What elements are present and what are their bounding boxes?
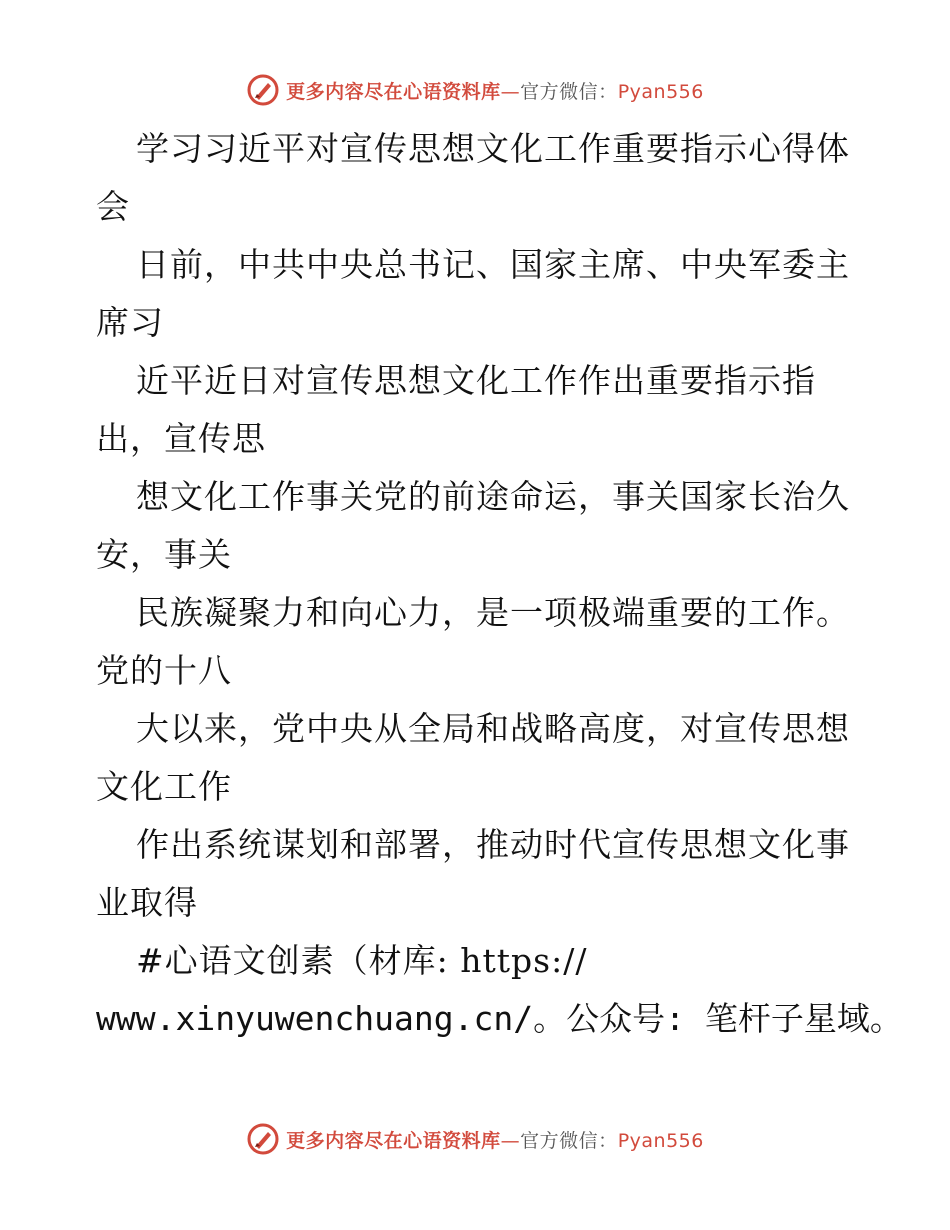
doc-line-11: 大以来，党中央从全局和战略高度，对宣传思想	[136, 709, 850, 748]
banner-official-label: 官方微信：	[520, 1129, 618, 1152]
banner-text	[286, 1126, 704, 1153]
doc-line-8: 安，事关	[96, 535, 232, 574]
banner-dash: —	[500, 1129, 521, 1152]
doc-line-9: 民族凝聚力和向心力，是一项极端重要的工作。	[136, 593, 850, 632]
document-body	[96, 120, 903, 1048]
banner-main-text: 更多内容尽在心语资料库	[286, 1129, 501, 1152]
doc-line-14: 业取得	[96, 883, 198, 922]
banner-text	[286, 77, 704, 104]
doc-title-line-2: 会	[96, 187, 130, 226]
doc-line-13: 作出系统谋划和部署，推动时代宣传思想文化事	[136, 825, 850, 864]
banner-official-label: 官方微信：	[520, 80, 618, 103]
banner-wechat-id: Pyan556	[617, 80, 704, 103]
doc-title-line-1: 学习习近平对宣传思想文化工作重要指示心得体	[136, 129, 850, 168]
header-banner	[0, 70, 950, 110]
banner-wechat-id: Pyan556	[617, 1129, 704, 1152]
banner-main-text: 更多内容尽在心语资料库	[286, 80, 501, 103]
pen-logo-icon	[246, 73, 280, 107]
doc-line-16-url: www.xinyuwenchuang.cn/。公众号: 笔杆子星域。	[96, 999, 903, 1038]
doc-line-15: #心语文创素（材库: https://	[136, 941, 588, 980]
doc-line-6: 出，宣传思	[96, 419, 266, 458]
doc-line-7: 想文化工作事关党的前途命运，事关国家长治久	[136, 477, 850, 516]
footer-banner	[0, 1119, 950, 1159]
banner-dash: —	[500, 80, 521, 103]
doc-line-3: 日前，中共中央总书记、国家主席、中央军委主	[136, 245, 850, 284]
pen-logo-icon	[246, 1122, 280, 1156]
doc-line-4: 席习	[96, 303, 164, 342]
doc-line-10: 党的十八	[96, 651, 232, 690]
doc-line-12: 文化工作	[96, 767, 232, 806]
doc-line-5: 近平近日对宣传思想文化工作作出重要指示指	[136, 361, 816, 400]
